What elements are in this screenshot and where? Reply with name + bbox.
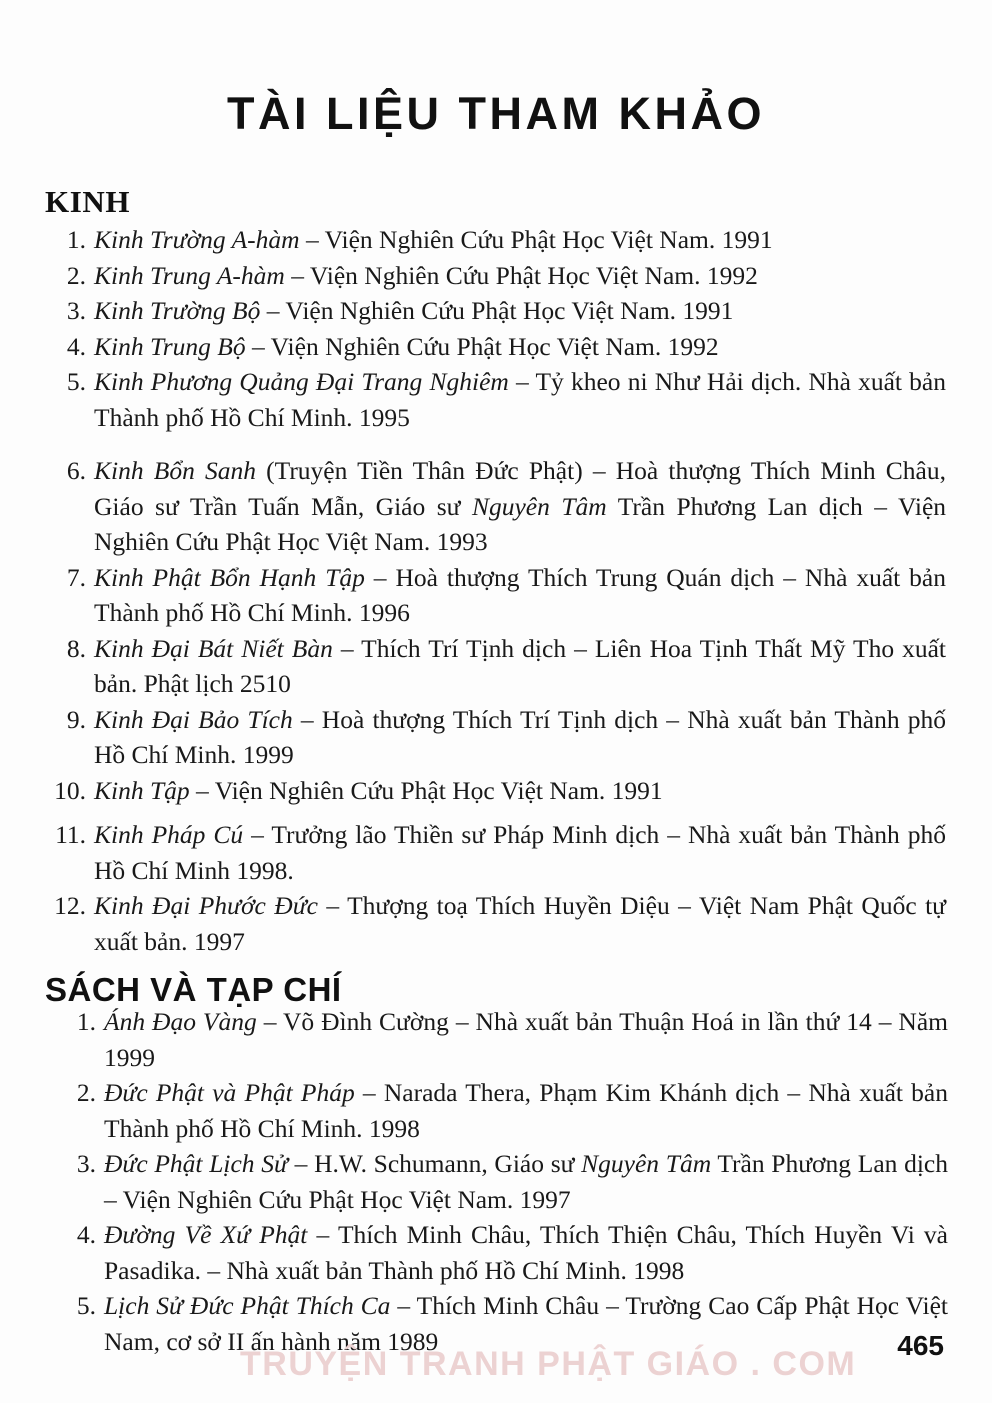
reference-text xyxy=(104,1217,948,1288)
reference-number: 4. xyxy=(66,331,86,361)
reference-number: 1. xyxy=(66,225,86,254)
reference-number: 1. xyxy=(76,1007,96,1036)
reference-item xyxy=(46,773,946,809)
reference-text xyxy=(104,1075,948,1146)
reference-title-italic: Kinh Trường Bộ xyxy=(94,296,261,325)
reference-number: 12. xyxy=(54,891,86,920)
section-heading-kinh: KINH xyxy=(45,183,131,219)
reference-item xyxy=(56,1004,948,1075)
reference-text xyxy=(104,1146,948,1217)
reference-title-italic: Kinh Trường A-hàm xyxy=(94,225,300,254)
reference-item xyxy=(46,293,946,329)
reference-detail: – Thích Trí Tịnh dịch – Liên Hoa Tịnh Thất Mỹ Tho xuất bản. Phật lịch 2510 xyxy=(94,633,946,698)
reference-text xyxy=(94,631,946,702)
reference-item xyxy=(46,817,946,888)
reference-text xyxy=(94,329,946,365)
reference-title-italic: Kinh Phật Bổn Hạnh Tập xyxy=(94,562,365,592)
reference-text xyxy=(94,817,946,888)
reference-text xyxy=(94,702,946,773)
reference-title-italic: Kinh Pháp Cú xyxy=(94,820,244,849)
reference-text xyxy=(94,773,946,809)
reference-text xyxy=(94,453,946,560)
reference-title-italic: Kinh Phương Quảng Đại Trang Nghiêm xyxy=(94,367,509,396)
reference-number: 3. xyxy=(66,296,86,325)
reference-detail: (Truyện Tiền Thân Đức Phật) – Hoà thượng Thích Minh Châu, Giáo sư Trần Tuấn Mẫn, Giáo sư xyxy=(94,456,946,521)
page-title: TÀI LIỆU THAM KHẢO xyxy=(227,88,765,140)
reference-detail: – H.W. Schumann, Giáo sư xyxy=(287,1149,582,1178)
reference-title-italic: Kinh Trung Bộ xyxy=(94,331,246,361)
reference-detail: – Viện Nghiên Cứu Phật Học Việt Nam. 1991 xyxy=(189,775,663,805)
reference-number: 11. xyxy=(55,820,86,849)
reference-number: 9. xyxy=(66,704,86,734)
reference-item xyxy=(46,222,946,258)
reference-text xyxy=(94,222,946,258)
reference-number: 6. xyxy=(66,456,86,485)
reference-number: 2. xyxy=(76,1078,96,1107)
reference-detail: – Võ Đình Cường – Nhà xuất bản Thuận Hoá in lần thứ 14 – Năm 1999 xyxy=(104,1007,948,1072)
reference-detail: – Thích Minh Châu – Trường Cao Cấp Phật Học Việt Nam, cơ sở II ấn hành năm 1989 xyxy=(104,1291,948,1356)
reference-number: 5. xyxy=(66,367,86,396)
reference-number: 10. xyxy=(54,775,86,805)
reference-detail: – Viện Nghiên Cứu Phật Học Việt Nam. 1992 xyxy=(284,260,758,290)
reference-list-sach-va-tap-chi xyxy=(56,1004,948,1359)
reference-item xyxy=(46,702,946,773)
reference-detail: – Thượng toạ Thích Huyền Diệu – Việt Nam Phật Quốc tự xuất bản. 1997 xyxy=(94,891,946,956)
reference-number: 8. xyxy=(66,633,86,663)
reference-title-italic: Nguyên Tâm xyxy=(471,491,607,521)
reference-item xyxy=(56,1146,948,1217)
reference-number: 7. xyxy=(66,562,86,592)
reference-number: 5. xyxy=(76,1291,96,1320)
reference-title-italic: Lịch Sử Đức Phật Thích Ca xyxy=(104,1291,391,1320)
reference-detail: – Viện Nghiên Cứu Phật Học Việt Nam. 1991 xyxy=(260,296,734,325)
reference-number: 4. xyxy=(76,1220,96,1249)
reference-title-italic: Kinh Đại Phước Đức xyxy=(94,891,318,920)
reference-item xyxy=(46,888,946,959)
section-heading-sach-va-tap-chi: SÁCH VÀ TẠP CHÍ xyxy=(45,971,342,1009)
reference-text xyxy=(94,364,946,435)
reference-title-italic: Kinh Đại Bát Niết Bàn xyxy=(94,633,333,663)
reference-detail: – Trưởng lão Thiền sư Pháp Minh dịch – Nhà xuất bản Thành phố Hồ Chí Minh 1998. xyxy=(94,820,946,885)
reference-title-italic: Kinh Trung A-hàm xyxy=(94,260,285,290)
reference-item xyxy=(46,329,946,365)
reference-detail: Trần Phương Lan dịch – Viện Nghiên Cứu Phật Học Việt Nam. 1997 xyxy=(104,1149,948,1214)
page-number: 465 xyxy=(897,1330,944,1361)
reference-text xyxy=(94,888,946,959)
reference-title-italic: Ánh Đạo Vàng xyxy=(104,1007,257,1036)
reference-item xyxy=(56,1075,948,1146)
reference-item xyxy=(56,1288,948,1359)
reference-title-italic: Đức Phật Lịch Sử xyxy=(104,1149,288,1178)
reference-detail: – Narada Thera, Phạm Kim Khánh dịch – Nhà xuất bản Thành phố Hồ Chí Minh. 1998 xyxy=(104,1078,948,1143)
reference-detail: – Tỷ kheo ni Như Hải dịch. Nhà xuất bản Thành phố Hồ Chí Minh. 1995 xyxy=(94,367,946,432)
reference-title-italic: Kinh Bổn Sanh xyxy=(94,456,256,485)
reference-item xyxy=(46,453,946,560)
reference-detail: – Viện Nghiên Cứu Phật Học Việt Nam. 1992 xyxy=(245,331,719,361)
reference-title-italic: Nguyên Tâm xyxy=(581,1149,712,1178)
reference-detail: – Viện Nghiên Cứu Phật Học Việt Nam. 1991 xyxy=(299,225,773,254)
reference-title-italic: Đường Về Xứ Phật xyxy=(104,1220,308,1249)
reference-item xyxy=(46,560,946,631)
site-watermark: TRUYỆN TRANH PHẬT GIÁO . COM xyxy=(240,1345,857,1383)
reference-detail: Trần Phương Lan dịch – Viện Nghiên Cứu Phật Học Việt Nam. 1993 xyxy=(94,491,947,556)
reference-item xyxy=(46,631,946,702)
reference-title-italic: Kinh Đại Bảo Tích xyxy=(94,704,293,734)
reference-text xyxy=(94,293,946,329)
reference-detail: – Hoà thượng Thích Trung Quán dịch – Nhà xuất bản Thành phố Hồ Chí Minh. 1996 xyxy=(94,562,946,627)
reference-item xyxy=(56,1217,948,1288)
reference-text xyxy=(94,560,946,631)
reference-text xyxy=(104,1288,948,1359)
reference-text xyxy=(104,1004,948,1075)
reference-number: 2. xyxy=(66,260,86,290)
reference-detail: – Thích Minh Châu, Thích Thiện Châu, Thích Huyền Vi và Pasadika. – Nhà xuất bản Thành phố Hồ Chí Minh. 1998 xyxy=(104,1220,948,1285)
reference-title-italic: Đức Phật và Phật Pháp xyxy=(104,1078,355,1107)
reference-item xyxy=(46,364,946,435)
reference-text xyxy=(94,258,946,294)
reference-item xyxy=(46,258,946,294)
reference-detail: – Hoà thượng Thích Trí Tịnh dịch – Nhà xuất bản Thành phố Hồ Chí Minh. 1999 xyxy=(94,704,946,769)
reference-number: 3. xyxy=(76,1149,96,1178)
reference-list-kinh xyxy=(46,222,946,959)
reference-title-italic: Kinh Tập xyxy=(94,775,190,805)
